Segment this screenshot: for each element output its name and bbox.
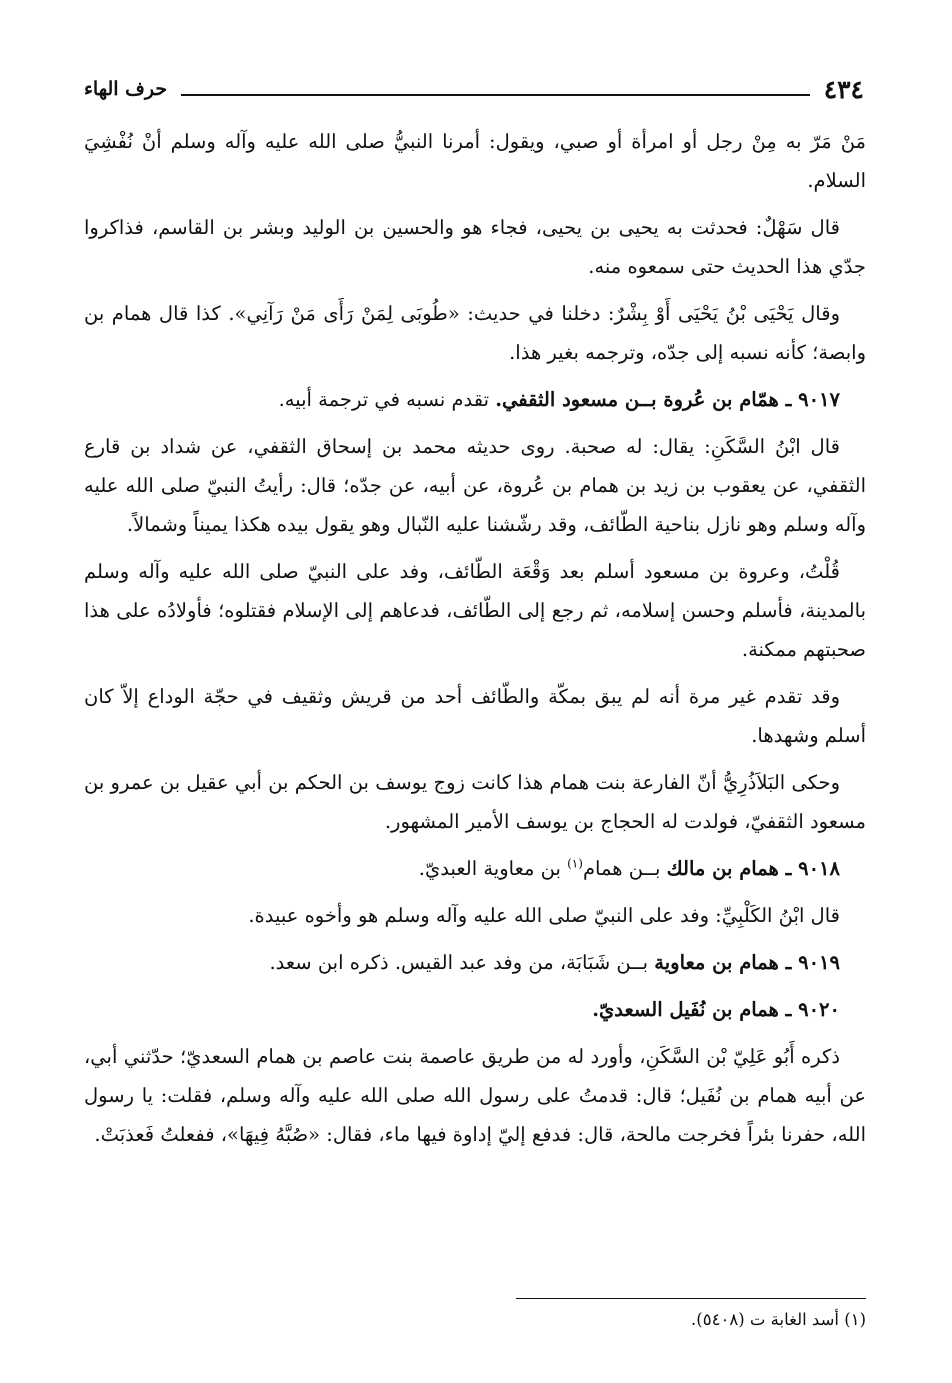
paragraph-text: ذكره أَبُو عَلِيّ بْن السَّكَنِ، وأورد له من طريق عاصمة بنت عاصم بن همام السعديّ؛ حدّثني أبي، عن أبيه همام بن نُفَيل؛ قال: قدمتُ على رسول الله صلى الله عليه وآله وسلم، فقلت: يا رسول الله، حفرنا بئراً فخرجت مالحة، قال: فدفع إليّ إداوة فيها ماء، فقال: «صُبَّهُ فِيهَا»، ففعلتُ فَعذبَتْ.	[84, 1045, 866, 1146]
paragraph-text: وحكى البَلاَذُرِيُّ أنّ الفارعة بنت همام هذا كانت زوج يوسف بن الحكم بن أبي عقيل بن عمرو بن مسعود الثقفيّ، فولدت له الحجاج بن يوسف الأمير المشهور.	[84, 771, 866, 833]
entry-9018	[84, 849, 866, 888]
page-number: ٤٣٤	[823, 74, 864, 104]
paragraph-text: بن معاوية العبديّ.	[418, 857, 568, 880]
entry-9019	[84, 943, 866, 982]
paragraph-2	[84, 208, 866, 286]
paragraph-13	[84, 1037, 866, 1154]
paragraph-text: بــن همام	[582, 857, 667, 880]
paragraph-text: قال ابْنُ الكَلْبِيِّ: وفد على النبيّ صلى الله عليه وآله وسلم هو وأخوه عبيدة.	[248, 904, 840, 927]
paragraph-10	[84, 896, 866, 935]
footnote-rule	[516, 1298, 866, 1299]
paragraph-6	[84, 552, 866, 669]
entry-heading: ٩٠١٧ ـ همّام بن عُروة بــن مسعود الثقفي.	[495, 388, 840, 411]
paragraph-8	[84, 763, 866, 841]
entry-9017	[84, 380, 866, 419]
paragraph-text: قال سَهْلٌ: فحدثت به يحيى بن يحيى، فجاء هو والحسين بن الوليد وبشر بن القاسم، فذاكروا جدّي هذا الحديث حتى سمعوه منه.	[84, 216, 866, 278]
footnote-marker: (١)	[567, 856, 583, 871]
paragraph-text: مَنْ مَرّ به مِنْ رجل أو امرأة أو صبي، ويقول: أمرنا النبيُّ صلى الله عليه وآله وسلم أنْ نُفْشِيَ السلام.	[84, 130, 866, 192]
entry-heading: ٩٠١٩ ـ همام بن معاوية	[654, 951, 840, 974]
entry-heading: ٩٠٢٠ ـ همام بن نُفَيل السعديّ.	[592, 998, 840, 1021]
footnote: (١) أسد الغابة ت (٥٤٠٨).	[691, 1310, 866, 1329]
header-rule	[181, 94, 810, 96]
paragraph-text: بــن شَبَابَة، من وفد عبد القيس. ذكره ابن سعد.	[269, 951, 655, 974]
paragraph-text: وقد تقدم غير مرة أنه لم يبق بمكّة والطّائف أحد من قريش وثقيف في حجّة الوداع إلاّ كان أسلم وشهدها.	[84, 685, 866, 747]
paragraph-text: قُلْتُ، وعروة بن مسعود أسلم بعد وَقْعَة الطّائف، وفد على النبيّ صلى الله عليه وآله وسلم بالمدينة، فأسلم وحسن إسلامه، ثم رجع إلى الطّائف، فدعاهم إلى الإسلام فقتلوه؛ فأولادُه على هذا صحبتهم ممكنة.	[84, 560, 866, 661]
paragraph-3	[84, 294, 866, 372]
body-text	[84, 122, 866, 1162]
paragraph-1	[84, 122, 866, 200]
page-header	[84, 74, 864, 104]
paragraph-text: قال ابْنُ السَّكَنِ: يقال: له صحبة. روى حديثه محمد بن إسحاق الثقفي، عن شداد بن قارع الثقفي، عن يعقوب بن زيد بن همام بن عُروة، عن أبيه، عن جدّه؛ قال: رأيتُ النبيّ صلى الله عليه وآله وسلم وهو نازل بناحية الطّائف، وقد رشّشنا عليه النّبال وهو يقول بيده هكذا يميناً وشمالاً.	[84, 435, 866, 536]
paragraph-text: وقال يَحْيَى بْنُ يَحْيَى أَوْ بِشْرٌ: دخلنا في حديث: «طُوبَى لِمَنْ رَأَى مَنْ رَآنِي». كذا قال همام بن وابصة؛ كأنه نسبه إلى جدّه، وترجمه بغير هذا.	[84, 302, 866, 364]
paragraph-7	[84, 677, 866, 755]
running-title: حرف الهاء	[84, 78, 168, 100]
paragraph-text: تقدم نسبه في ترجمة أبيه.	[278, 388, 496, 411]
paragraph-5	[84, 427, 866, 544]
entry-9020	[84, 990, 866, 1029]
entry-heading: ٩٠١٨ ـ همام بن مالك	[666, 857, 840, 880]
